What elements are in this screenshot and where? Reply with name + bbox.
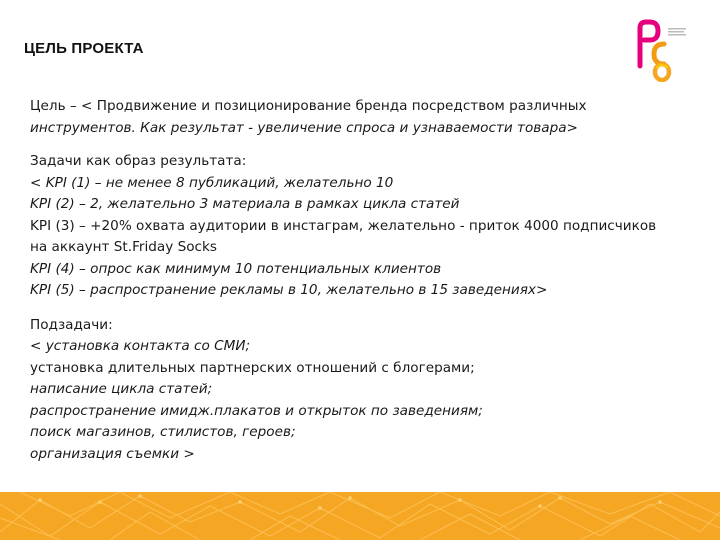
kpi-3-line-1: KPI (3) – +20% охвата аудитории в инстаграм, желательно - приток 4000 подписчиков [30, 217, 657, 234]
kpi-1: < KPI (1) – не менее 8 публикаций, желательно 10 [30, 174, 394, 191]
pco-logo-icon [630, 18, 690, 82]
subtask-item: установка длительных партнерских отношений с блогерами; [30, 359, 475, 376]
tasks-heading: Задачи как образ результата: [30, 153, 247, 169]
kpi-5: KPI (5) – распространение рекламы в 10, желательно в 15 заведениях> [30, 282, 548, 298]
subtask-item: распространение имидж.плакатов и открыток по заведениям; [30, 402, 483, 419]
slide-content [30, 96, 700, 465]
kpi-3-line-2: на аккаунт St.Friday Socks [30, 239, 217, 255]
subtasks-heading: Подзадачи: [30, 316, 113, 333]
footer-band [0, 492, 720, 540]
subtask-item: поиск магазинов, стилистов, героев; [30, 424, 296, 440]
slide-title: ЦЕЛЬ ПРОЕКТА [24, 40, 144, 57]
kpi-2: KPI (2) – 2, желательно 3 материала в рамках цикла статей [30, 196, 460, 212]
kpi-4: KPI (4) – опрос как минимум 10 потенциальных клиентов [30, 260, 442, 277]
subtask-item: написание цикла статей; [30, 381, 213, 397]
goal-line-2: инструментов. Как результат - увеличение спроса и узнаваемости товара> [30, 119, 578, 136]
goal-line-1: Цель – < Продвижение и позиционирование бренда посредством различных [30, 98, 587, 114]
subtask-item: < установка контакта со СМИ; [30, 338, 251, 354]
subtask-item: организация съемки > [30, 445, 195, 462]
footer-pattern-icon [0, 492, 720, 540]
